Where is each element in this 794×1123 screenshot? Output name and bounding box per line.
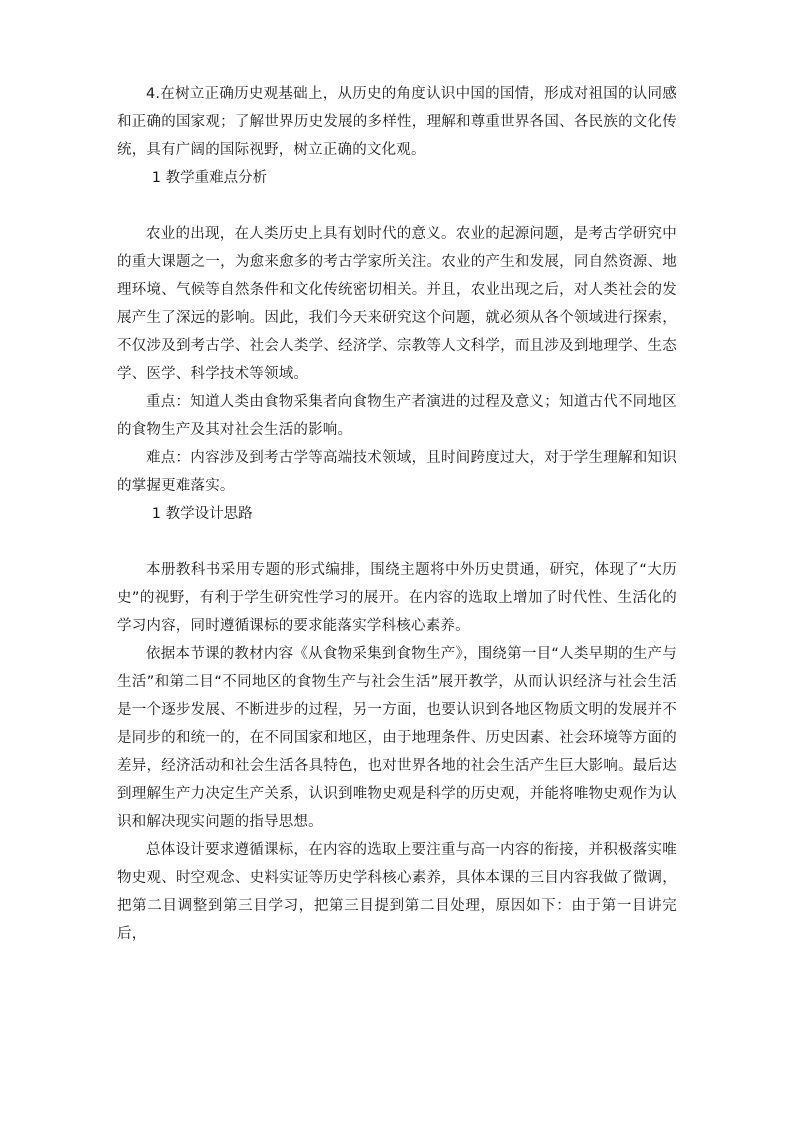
section-heading-key-points: 1 教学重难点分析 [151,170,268,186]
design-paragraph-1: 本册教科书采用专题的形式编排，围绕主题将中外历史贯通，研究，体现了“大历史”的视野，有利于学生研究性学习的展开。在内容的选取上增加了时代性、生活化的学习内容，同时遵循课标的要求能落实学科核心素养。 [117,562,677,634]
analysis-paragraph: 农业的出现，在人类历史上具有划时代的意义。农业的起源问题，是考古学研究中的重大课题之一，为愈来愈多的考古学家所关注。农业的产生和发展，同自然资源、地理环境、气候等自然条件和文化传统密切相关。并且，农业出现之后，对人类社会的发展产生了深远的影响。因此，我们今天来研究这个问题，就必须从各个领域进行探索，不仅涉及到考古学、社会人类学、经济学、宗教等人文科学，而且涉及到地理学、生态学、医学、科学技术等领域。 [117,226,677,382]
spacer [117,528,677,556]
key-point-paragraph: 重点：知道人类由食物采集者向食物生产者演进的过程及意义；知道古代不同地区的食物生产及其对社会生活的影响。 [117,394,677,438]
design-paragraph-2: 依据本节课的教材内容《从食物采集到食物生产》，围绕第一目“人类早期的生产与生活”和第二目“不同地区的食物生产与社会生活”展开教学，从而认识经济与社会生活是一个逐步发展、不断进步的过程，另一方面，也要认识到各地区物质文明的发展并不是同步的和统一的，在不同国家和地区，由于地理条件、历史因素、社会环境等方面的差异，经济活动和社会生活各具特色，也对世界各地的社会生活产生巨大影响。最后达到理解生产力决定生产关系，认识到唯物史观是科学的历史观，并能将唯物史观作为认识和解决现实问题的指导思想。 [117,646,677,830]
design-paragraph-3: 总体设计要求遵循课标，在内容的选取上要注重与高一内容的衔接，并积极落实唯物史观、时空观念、史料实证等历史学科核心素养，具体本课的三目内容我做了微调，把第二目调整到第三目学习，把第三目提到第二目处理，原因如下：由于第一目讲完后， [117,842,677,942]
spacer [117,192,677,220]
document-body [117,80,677,948]
difficulty-paragraph: 难点：内容涉及到考古学等高端技术领域，且时间跨度过大，对于学生理解和知识的掌握更难落实。 [117,450,677,494]
objective-paragraph-4: 4.在树立正确历史观基础上，从历史的角度认识中国的国情，形成对祖国的认同感和正确的国家观；了解世界历史发展的多样性，理解和尊重世界各国、各民族的文化传统，具有广阔的国际视野，树立正确的文化观。 [117,86,677,158]
section-heading-design: 1 教学设计思路 [151,506,253,522]
